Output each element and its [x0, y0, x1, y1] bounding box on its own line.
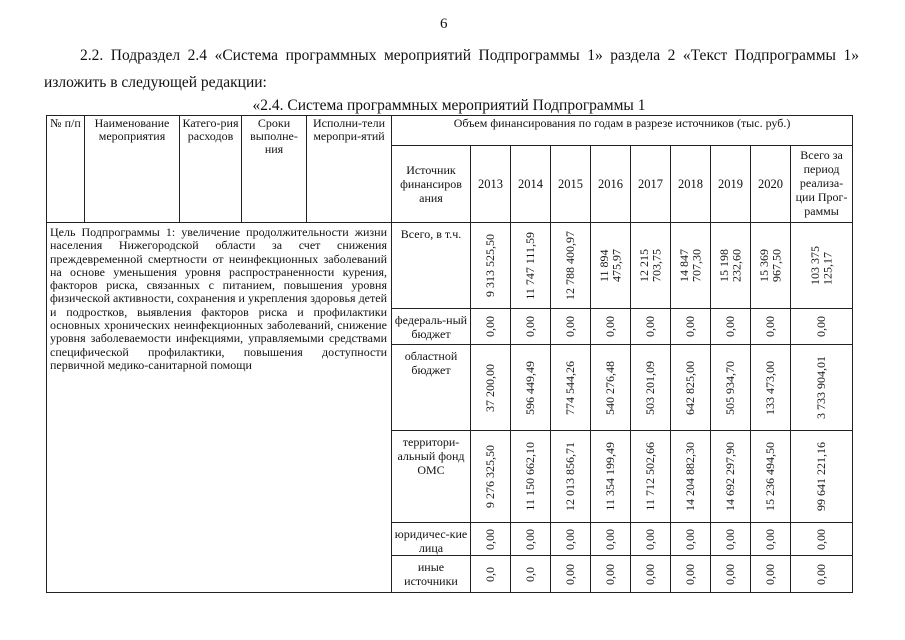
- funding-value-cell: [711, 345, 751, 431]
- funding-value-cell: [551, 309, 591, 345]
- funding-value: 0,00: [603, 528, 618, 550]
- funding-value-cell: [551, 431, 591, 523]
- funding-value: 99 641 221,16: [814, 442, 829, 511]
- funding-value-cell: [631, 556, 671, 593]
- funding-value: 0,00: [763, 563, 778, 585]
- funding-value: 15 236 494,50: [763, 442, 778, 511]
- table-caption: «2.4. Система программных мероприятий Подпрограммы 1: [252, 97, 646, 114]
- funding-source: областной бюджет: [392, 345, 471, 431]
- funding-value: 103 375 125,17: [808, 246, 835, 285]
- funding-value: 12 788 400,97: [563, 231, 578, 300]
- funding-value: 0,00: [723, 563, 738, 585]
- funding-value: 37 200,00: [483, 363, 498, 412]
- funding-value-cell: [791, 431, 853, 523]
- funding-value-cell: [591, 309, 631, 345]
- funding-value: 0,00: [683, 528, 698, 550]
- funding-value: 11 712 502,66: [643, 442, 658, 511]
- funding-source: юридичес-кие лица: [392, 523, 471, 556]
- funding-value-cell: [631, 309, 671, 345]
- funding-value: 0,00: [643, 316, 658, 337]
- funding-value: 0,00: [563, 528, 578, 550]
- header-terms: Сроки выполне-ния: [242, 116, 307, 223]
- funding-value-cell: [511, 309, 551, 345]
- funding-value-cell: [591, 223, 631, 309]
- funding-value: 0,00: [814, 316, 829, 337]
- funding-value-cell: [511, 223, 551, 309]
- funding-value: 642 825,00: [683, 360, 698, 415]
- header-total: Всего за период реализа-ции Прог-раммы: [791, 146, 853, 223]
- page-number: 6: [440, 16, 448, 32]
- funding-value-cell: [551, 556, 591, 593]
- funding-value: 0,00: [723, 528, 738, 550]
- funding-value-cell: [751, 431, 791, 523]
- program-measures-table: [46, 115, 853, 593]
- header-source: Источник финансиров ания: [392, 146, 471, 223]
- funding-value-cell: [791, 345, 853, 431]
- funding-value: 0,00: [523, 528, 538, 550]
- funding-value-cell: [751, 556, 791, 593]
- funding-value-cell: [671, 431, 711, 523]
- funding-value: 11 894 475,97: [597, 249, 624, 282]
- header-year: 2014: [511, 146, 551, 223]
- funding-value-cell: [711, 431, 751, 523]
- goal-description: Цель Подпрограммы 1: увеличение продолжительности жизни населения Нижегородской области за счет снижения преждевременной смертности от неинфекционных заболеваний на основе уменьшения уровня распространенности курения, факторов риска, связанных с питанием, повышения уровня физической активности, сохранения и укрепления здоровья детей и подростков, выявления факторов риска и профилактики основных хронических неинфекционных заболеваний, снижение уровня заболеваемости инфекциями, управляемыми средствами специфической профилактики, повышения доступности первичной медико-санитарной помощи: [47, 223, 392, 593]
- header-executors: Исполни-тели меропри-ятий: [307, 116, 392, 223]
- header-year: 2016: [591, 146, 631, 223]
- funding-value-cell: [631, 523, 671, 556]
- funding-value-cell: [511, 556, 551, 593]
- funding-value-cell: [791, 309, 853, 345]
- funding-value-cell: [671, 223, 711, 309]
- funding-value: 0,00: [483, 316, 498, 337]
- funding-value-cell: [711, 556, 751, 593]
- funding-value-cell: [471, 223, 511, 309]
- funding-value: 0,00: [723, 316, 738, 337]
- funding-value-cell: [791, 523, 853, 556]
- funding-value-cell: [471, 345, 511, 431]
- funding-value: 15 198 232,60: [717, 249, 744, 282]
- funding-value: 774 544,26: [563, 360, 578, 415]
- funding-value: 11 150 662,10: [523, 442, 538, 511]
- funding-value-cell: [471, 309, 511, 345]
- funding-value: 15 369 967,50: [757, 249, 784, 282]
- funding-value-cell: [711, 309, 751, 345]
- funding-source: федераль-ный бюджет: [392, 309, 471, 345]
- funding-value: 596 449,49: [523, 360, 538, 415]
- funding-value: 0,00: [683, 563, 698, 585]
- funding-value-cell: [511, 431, 551, 523]
- funding-value-cell: [471, 556, 511, 593]
- intro-paragraph: 2.2. Подраздел 2.4 «Система программных мероприятий Подпрограммы 1» раздела 2 «Текст Подпрограммы 1» изложить в следующей редакции:: [44, 47, 859, 91]
- funding-value: 11 354 199,49: [603, 442, 618, 511]
- funding-value-cell: [751, 345, 791, 431]
- funding-value: 503 201,09: [643, 360, 658, 415]
- funding-value: 0,00: [563, 316, 578, 337]
- funding-value-cell: [751, 309, 791, 345]
- funding-value: 0,00: [763, 316, 778, 337]
- funding-value-cell: [551, 223, 591, 309]
- funding-value-cell: [671, 345, 711, 431]
- header-year: 2013: [471, 146, 511, 223]
- funding-value: 0,00: [643, 528, 658, 550]
- funding-value: 0,0: [523, 566, 538, 582]
- funding-value: 0,0: [483, 566, 498, 582]
- funding-value-cell: [591, 523, 631, 556]
- funding-value-cell: [631, 223, 671, 309]
- funding-value: 505 934,70: [723, 360, 738, 415]
- funding-value: 14 692 297,90: [723, 442, 738, 511]
- header-num: № п/п: [47, 116, 85, 223]
- header-funding: Объем финансирования по годам в разрезе источников (тыс. руб.): [392, 116, 853, 146]
- header-year: 2020: [751, 146, 791, 223]
- header-year: 2018: [671, 146, 711, 223]
- funding-value: 3 733 904,01: [814, 356, 829, 419]
- funding-value: 0,00: [523, 316, 538, 337]
- funding-value: 540 276,48: [603, 360, 618, 415]
- funding-value: 12 013 856,71: [563, 442, 578, 511]
- funding-value-cell: [471, 431, 511, 523]
- funding-value: 11 747 111,59: [523, 231, 538, 300]
- funding-value: 0,00: [814, 563, 829, 585]
- funding-value: 9 313 525,50: [483, 234, 498, 297]
- funding-value-cell: [671, 523, 711, 556]
- funding-value: 12 215 703,75: [637, 249, 664, 282]
- funding-value: 0,00: [763, 528, 778, 550]
- funding-value: 0,00: [483, 528, 498, 550]
- funding-value-cell: [511, 523, 551, 556]
- funding-value-cell: [751, 523, 791, 556]
- header-year: 2017: [631, 146, 671, 223]
- header-year: 2015: [551, 146, 591, 223]
- funding-value: 9 276 325,50: [483, 445, 498, 508]
- table-row: [47, 223, 853, 309]
- funding-value-cell: [591, 431, 631, 523]
- funding-value-cell: [711, 523, 751, 556]
- funding-value-cell: [711, 223, 751, 309]
- funding-value-cell: [591, 556, 631, 593]
- funding-value-cell: [631, 431, 671, 523]
- funding-value: 0,00: [603, 316, 618, 337]
- funding-value-cell: [671, 556, 711, 593]
- funding-value-cell: [791, 223, 853, 309]
- funding-source: иные источники: [392, 556, 471, 593]
- funding-value-cell: [551, 523, 591, 556]
- funding-value-cell: [751, 223, 791, 309]
- funding-value: 0,00: [683, 316, 698, 337]
- funding-value: 14 204 882,30: [683, 442, 698, 511]
- funding-value: 0,00: [603, 563, 618, 585]
- funding-value-cell: [631, 345, 671, 431]
- funding-value-cell: [591, 345, 631, 431]
- funding-value-cell: [551, 345, 591, 431]
- funding-value: 0,00: [563, 563, 578, 585]
- funding-value-cell: [471, 523, 511, 556]
- funding-value: 0,00: [643, 563, 658, 585]
- funding-value-cell: [671, 309, 711, 345]
- funding-source: территори-альный фонд ОМС: [392, 431, 471, 523]
- funding-value: 133 473,00: [763, 360, 778, 415]
- funding-value: 0,00: [814, 528, 829, 550]
- funding-source: Всего, в т.ч.: [392, 223, 471, 309]
- header-name: Наименование мероприятия: [85, 116, 180, 223]
- funding-value-cell: [791, 556, 853, 593]
- header-year: 2019: [711, 146, 751, 223]
- funding-value: 14 847 707,30: [677, 249, 704, 282]
- funding-value-cell: [511, 345, 551, 431]
- header-category: Катего-рия расходов: [180, 116, 242, 223]
